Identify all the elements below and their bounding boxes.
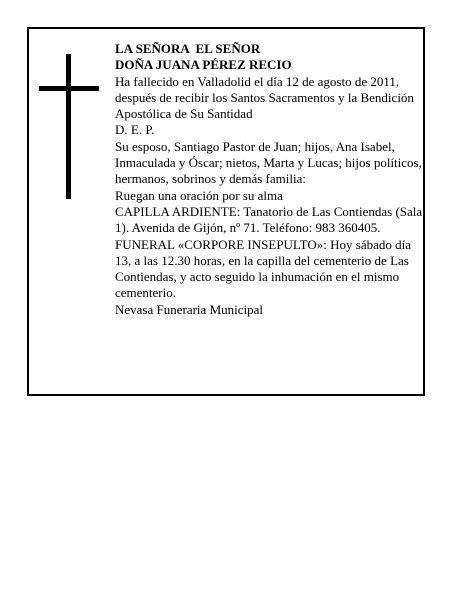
death-announcement: Ha fallecido en Valladolid el día 12 de agosto de 2011, después de recibir los Santos Sacramentos y la Bendición Apostólica de Su Santidad (115, 73, 417, 122)
cross-horizontal-bar (39, 86, 99, 91)
rip-line: D. E. P. (115, 122, 155, 138)
prayer-request: Ruegan una oración por su alma (115, 187, 283, 203)
family-list: Su esposo, Santiago Pastor de Juan; hijos, Ana Isabel, Inmaculada y Óscar; nietos, Marta y Lucas; hijos políticos, hermanos, sobrinos y demás familia: (115, 138, 426, 187)
latin-cross-icon (39, 54, 99, 199)
chapel-info: CAPILLA ARDIENTE: Tanatorio de Las Contiendas (Sala 1). Avenida de Gijón, nº 71. Teléfono: 983 360405. (115, 203, 426, 236)
funeral-home: Nevasa Funeraria Municipal (115, 301, 264, 317)
notice-heading-1: LA SEÑORA EL SEÑOR (115, 41, 261, 56)
notice-body (115, 41, 427, 318)
obituary-notice (27, 27, 425, 396)
deceased-name: DOÑA JUANA PÉREZ RECIO (115, 57, 292, 73)
cross-vertical-bar (66, 54, 71, 199)
funeral-info: FUNERAL «CORPORE INSEPULTO»: Hoy sábado día 13, a las 12.30 horas, en la capilla del cementerio de Las Contiendas, y acto seguido la inhumación en el mismo cementerio. (115, 236, 415, 301)
